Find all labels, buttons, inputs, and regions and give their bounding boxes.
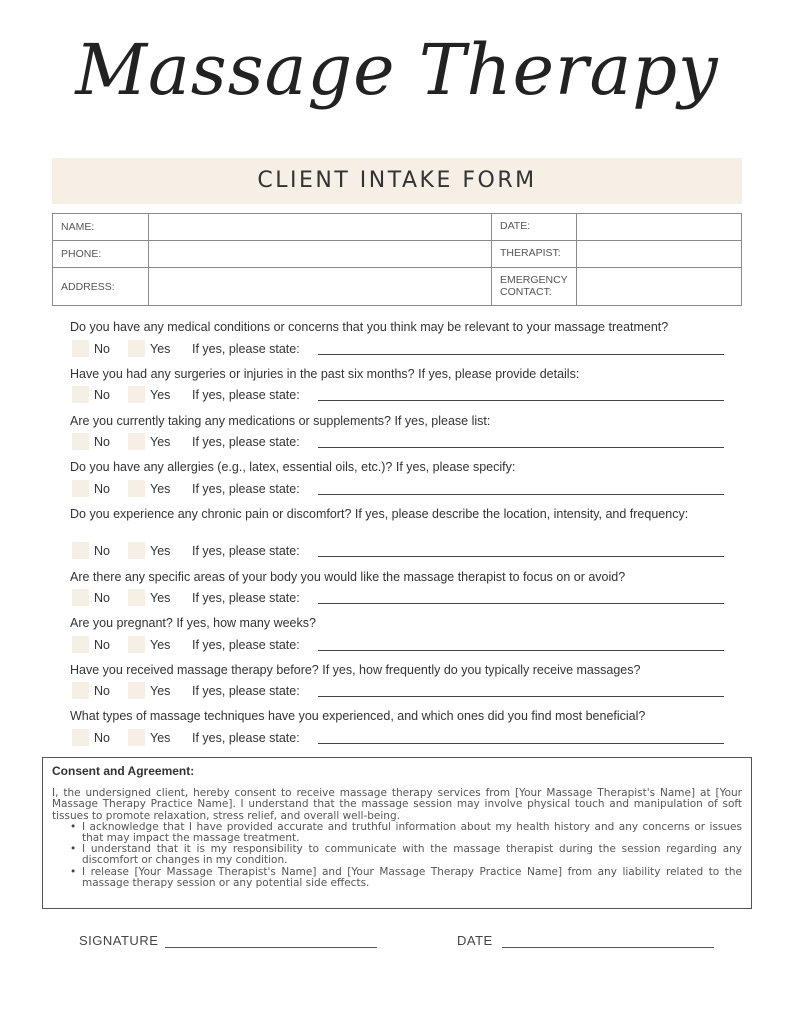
yes-label: Yes <box>150 482 171 496</box>
answer-row <box>72 636 732 654</box>
no-checkbox[interactable] <box>72 433 89 450</box>
consent-box <box>42 757 752 909</box>
question-text: What types of massage techniques have you experienced, and which ones did you find most beneficial? <box>70 709 646 723</box>
no-checkbox[interactable] <box>72 386 89 403</box>
yes-checkbox[interactable] <box>128 340 145 357</box>
consent-bullet: • I understand that it is my responsibility to communicate with the massage therapist during the session regarding any discomfort or changes in my condition. <box>70 844 742 866</box>
answer-line[interactable] <box>318 400 724 401</box>
yes-label: Yes <box>150 544 171 558</box>
no-checkbox[interactable] <box>72 340 89 357</box>
no-checkbox[interactable] <box>72 589 89 606</box>
answer-row <box>72 386 732 404</box>
date-field[interactable] <box>576 214 741 241</box>
address-field[interactable] <box>149 268 492 306</box>
no-label: No <box>94 638 110 652</box>
yes-checkbox[interactable] <box>128 480 145 497</box>
yes-label: Yes <box>150 342 171 356</box>
answer-line[interactable] <box>318 556 724 557</box>
if-yes-label: If yes, please state: <box>192 731 300 745</box>
question-text: Do you have any medical conditions or concerns that you think may be relevant to your massage treatment? <box>70 320 669 334</box>
yes-checkbox[interactable] <box>128 433 145 450</box>
answer-row <box>72 682 732 700</box>
no-checkbox[interactable] <box>72 729 89 746</box>
phone-field[interactable] <box>149 241 492 268</box>
question-text: Are there any specific areas of your body you would like the massage therapist to focus on or avoid? <box>70 570 626 584</box>
yes-label: Yes <box>150 684 171 698</box>
consent-heading: Consent and Agreement: <box>52 764 195 778</box>
question-text: Do you experience any chronic pain or discomfort? If yes, please describe the location, intensity, and frequency: <box>70 507 689 521</box>
emergency-label-line2: CONTACT: <box>500 285 552 298</box>
no-checkbox[interactable] <box>72 636 89 653</box>
phone-label: PHONE: <box>53 241 149 268</box>
yes-label: Yes <box>150 731 171 745</box>
answer-row <box>72 340 732 358</box>
if-yes-label: If yes, please state: <box>192 342 300 356</box>
no-label: No <box>94 435 110 449</box>
emergency-contact-field[interactable] <box>576 268 741 306</box>
no-checkbox[interactable] <box>72 682 89 699</box>
footer-date-label: DATE <box>457 933 493 948</box>
answer-line[interactable] <box>318 743 724 744</box>
answer-line[interactable] <box>318 354 724 355</box>
footer-date-line[interactable] <box>502 947 714 948</box>
date-label: DATE: <box>492 214 577 241</box>
question-text: Have you had any surgeries or injuries in the past six months? If yes, please provide details: <box>70 367 580 381</box>
name-label: NAME: <box>53 214 149 241</box>
consent-paragraph: I, the undersigned client, hereby consent to receive massage therapy services from [Your Massage Therapist's Name] at [Your Massage Therapy Practice Name]. I understand that the massage session may involve physical touch and manipulation of soft tissues to promote relaxation, stress relief, and overall well-being. <box>52 787 742 822</box>
if-yes-label: If yes, please state: <box>192 591 300 605</box>
client-info-table <box>52 213 742 306</box>
consent-list <box>70 822 742 889</box>
yes-label: Yes <box>150 435 171 449</box>
signature-label: SIGNATURE <box>79 933 159 948</box>
therapist-label: THERAPIST: <box>492 241 577 268</box>
answer-line[interactable] <box>318 447 724 448</box>
answer-line[interactable] <box>318 650 724 651</box>
yes-label: Yes <box>150 591 171 605</box>
name-field[interactable] <box>149 214 492 241</box>
no-label: No <box>94 342 110 356</box>
address-label: ADDRESS: <box>53 268 149 306</box>
yes-checkbox[interactable] <box>128 729 145 746</box>
no-label: No <box>94 684 110 698</box>
if-yes-label: If yes, please state: <box>192 544 300 558</box>
if-yes-label: If yes, please state: <box>192 435 300 449</box>
answer-row <box>72 729 732 747</box>
answer-line[interactable] <box>318 603 724 604</box>
answer-row <box>72 480 732 498</box>
form-title: Massage Therapy <box>75 29 719 111</box>
no-label: No <box>94 544 110 558</box>
question-text: Are you currently taking any medications or supplements? If yes, please list: <box>70 414 491 428</box>
answer-row <box>72 542 732 560</box>
consent-bullet: • I acknowledge that I have provided accurate and truthful information about my health history and any concerns or issues that may impact the massage treatment. <box>70 822 742 844</box>
if-yes-label: If yes, please state: <box>192 638 300 652</box>
form-subtitle: CLIENT INTAKE FORM <box>257 168 537 193</box>
if-yes-label: If yes, please state: <box>192 482 300 496</box>
yes-checkbox[interactable] <box>128 589 145 606</box>
yes-label: Yes <box>150 388 171 402</box>
yes-checkbox[interactable] <box>128 386 145 403</box>
consent-bullet: • I release [Your Massage Therapist's Name] and [Your Massage Therapy Practice Name] from any liability related to the massage therapy session or any potential side effects. <box>70 867 742 889</box>
no-checkbox[interactable] <box>72 480 89 497</box>
answer-row <box>72 589 732 607</box>
no-label: No <box>94 591 110 605</box>
answer-line[interactable] <box>318 696 724 697</box>
question-text: Do you have any allergies (e.g., latex, essential oils, etc.)? If yes, please specify: <box>70 460 516 474</box>
therapist-field[interactable] <box>576 241 741 268</box>
yes-label: Yes <box>150 638 171 652</box>
if-yes-label: If yes, please state: <box>192 684 300 698</box>
yes-checkbox[interactable] <box>128 682 145 699</box>
yes-checkbox[interactable] <box>128 542 145 559</box>
signature-line[interactable] <box>165 947 377 948</box>
no-label: No <box>94 731 110 745</box>
question-text: Are you pregnant? If yes, how many weeks? <box>70 616 316 630</box>
no-checkbox[interactable] <box>72 542 89 559</box>
no-label: No <box>94 482 110 496</box>
answer-line[interactable] <box>318 494 724 495</box>
emergency-contact-label <box>492 268 577 306</box>
yes-checkbox[interactable] <box>128 636 145 653</box>
no-label: No <box>94 388 110 402</box>
question-text: Have you received massage therapy before? If yes, how frequently do you typically receive massages? <box>70 663 641 677</box>
if-yes-label: If yes, please state: <box>192 388 300 402</box>
emergency-label-line1: EMERGENCY <box>500 274 568 287</box>
answer-row <box>72 433 732 451</box>
